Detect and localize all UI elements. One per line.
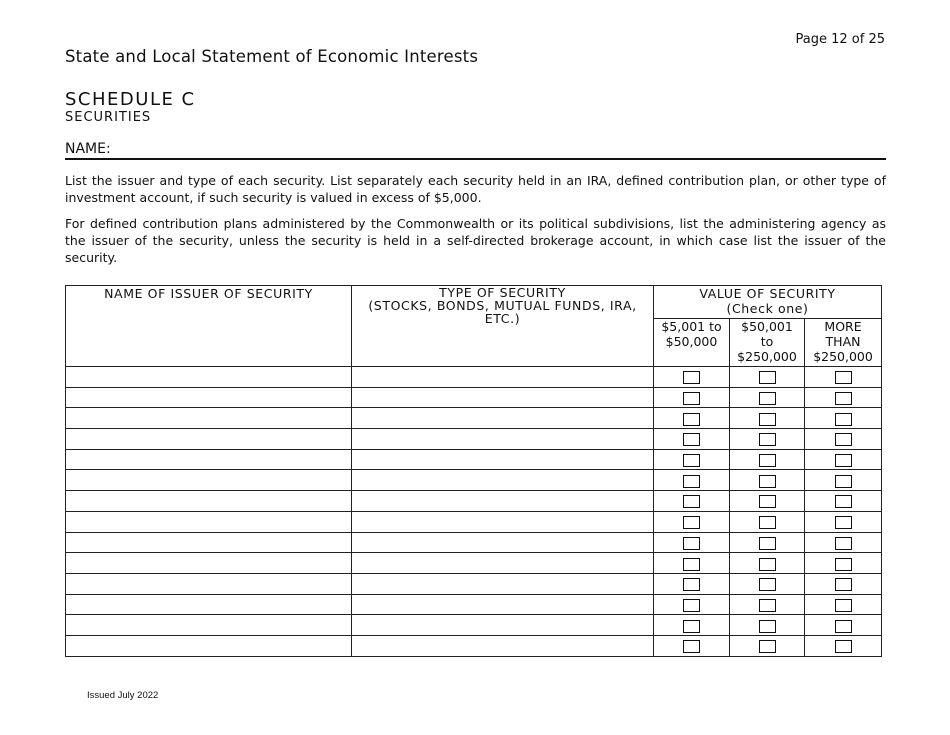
type-cell[interactable] [352, 387, 654, 408]
value-cell-50001-250000 [730, 449, 805, 470]
issuer-cell[interactable] [66, 635, 352, 656]
table-row [66, 635, 882, 656]
issuer-cell[interactable] [66, 491, 352, 512]
issuer-cell[interactable] [66, 470, 352, 491]
value-header-line2: (Check one) [726, 301, 809, 316]
issued-date: Issued July 2022 [87, 690, 159, 701]
document-title: State and Local Statement of Economic Interests [65, 47, 479, 66]
value-cell-over-250000 [805, 573, 882, 594]
range-50001-250000-header: $50,001 to $250,000 [730, 319, 805, 367]
type-cell[interactable] [352, 553, 654, 574]
range-over-250000-header: MORE THAN $250,000 [805, 319, 882, 367]
checkbox-over-250000[interactable] [835, 558, 852, 571]
table-row [66, 408, 882, 429]
checkbox-over-250000[interactable] [835, 433, 852, 446]
value-cell-50001-250000 [730, 470, 805, 491]
schedule-subtitle: SECURITIES [65, 110, 152, 125]
checkbox-50001-250000[interactable] [759, 558, 776, 571]
table-row [66, 594, 882, 615]
value-cell-5001-50000 [654, 449, 730, 470]
value-cell-50001-250000 [730, 594, 805, 615]
value-column-header [654, 286, 882, 319]
value-cell-over-250000 [805, 449, 882, 470]
value-cell-over-250000 [805, 491, 882, 512]
table-row [66, 511, 882, 532]
checkbox-over-250000[interactable] [835, 413, 852, 426]
issuer-cell[interactable] [66, 553, 352, 574]
value-cell-50001-250000 [730, 573, 805, 594]
checkbox-50001-250000[interactable] [759, 578, 776, 591]
name-label: NAME: [65, 141, 111, 157]
securities-table [65, 285, 882, 657]
value-cell-5001-50000 [654, 408, 730, 429]
checkbox-over-250000[interactable] [835, 640, 852, 653]
type-cell[interactable] [352, 573, 654, 594]
issuer-cell[interactable] [66, 367, 352, 388]
value-cell-5001-50000 [654, 511, 730, 532]
checkbox-over-250000[interactable] [835, 392, 852, 405]
issuer-cell[interactable] [66, 594, 352, 615]
checkbox-over-250000[interactable] [835, 475, 852, 488]
range-5001-50000-header: $5,001 to $50,000 [654, 319, 730, 367]
value-cell-50001-250000 [730, 635, 805, 656]
instructions-paragraph-1: List the issuer and type of each security. List separately each security held in an IRA, defined contribution plan, or other type of investment account, if such security is valued in excess of $5,000. [65, 173, 886, 205]
value-cell-over-250000 [805, 635, 882, 656]
value-cell-5001-50000 [654, 615, 730, 636]
value-cell-5001-50000 [654, 635, 730, 656]
value-cell-over-250000 [805, 532, 882, 553]
checkbox-over-250000[interactable] [835, 578, 852, 591]
value-cell-50001-250000 [730, 532, 805, 553]
table-row [66, 573, 882, 594]
checkbox-50001-250000[interactable] [759, 516, 776, 529]
issuer-cell[interactable] [66, 573, 352, 594]
issuer-cell[interactable] [66, 429, 352, 450]
value-cell-5001-50000 [654, 429, 730, 450]
value-cell-over-250000 [805, 511, 882, 532]
checkbox-5001-50000[interactable] [683, 620, 700, 633]
value-cell-over-250000 [805, 387, 882, 408]
value-cell-over-250000 [805, 408, 882, 429]
checkbox-50001-250000[interactable] [759, 599, 776, 612]
type-cell[interactable] [352, 429, 654, 450]
checkbox-5001-50000[interactable] [683, 516, 700, 529]
value-cell-5001-50000 [654, 387, 730, 408]
issuer-cell[interactable] [66, 408, 352, 429]
type-column-header [352, 286, 654, 367]
value-cell-50001-250000 [730, 429, 805, 450]
checkbox-5001-50000[interactable] [683, 537, 700, 550]
checkbox-over-250000[interactable] [835, 599, 852, 612]
checkbox-over-250000[interactable] [835, 454, 852, 467]
checkbox-50001-250000[interactable] [759, 413, 776, 426]
checkbox-over-250000[interactable] [835, 371, 852, 384]
value-cell-50001-250000 [730, 615, 805, 636]
checkbox-over-250000[interactable] [835, 495, 852, 508]
value-cell-5001-50000 [654, 532, 730, 553]
table-row [66, 470, 882, 491]
value-cell-50001-250000 [730, 387, 805, 408]
table-row [66, 429, 882, 450]
table-row [66, 491, 882, 512]
value-cell-5001-50000 [654, 367, 730, 388]
checkbox-5001-50000[interactable] [683, 475, 700, 488]
checkbox-5001-50000[interactable] [683, 495, 700, 508]
value-cell-50001-250000 [730, 553, 805, 574]
type-cell[interactable] [352, 449, 654, 470]
checkbox-5001-50000[interactable] [683, 392, 700, 405]
value-cell-5001-50000 [654, 553, 730, 574]
type-cell[interactable] [352, 470, 654, 491]
type-cell[interactable] [352, 367, 654, 388]
type-cell[interactable] [352, 615, 654, 636]
page-number: Page 12 of 25 [795, 32, 885, 47]
checkbox-over-250000[interactable] [835, 537, 852, 550]
checkbox-50001-250000[interactable] [759, 620, 776, 633]
type-cell[interactable] [352, 511, 654, 532]
checkbox-5001-50000[interactable] [683, 599, 700, 612]
value-cell-50001-250000 [730, 367, 805, 388]
issuer-cell[interactable] [66, 615, 352, 636]
table-row [66, 449, 882, 470]
type-cell[interactable] [352, 635, 654, 656]
issuer-cell[interactable] [66, 532, 352, 553]
checkbox-over-250000[interactable] [835, 620, 852, 633]
checkbox-over-250000[interactable] [835, 516, 852, 529]
checkbox-50001-250000[interactable] [759, 371, 776, 384]
value-header-line1: VALUE OF SECURITY [699, 286, 836, 301]
checkbox-50001-250000[interactable] [759, 475, 776, 488]
table-row [66, 367, 882, 388]
checkbox-5001-50000[interactable] [683, 558, 700, 571]
value-cell-over-250000 [805, 470, 882, 491]
table-row [66, 532, 882, 553]
value-cell-over-250000 [805, 429, 882, 450]
table-row [66, 553, 882, 574]
checkbox-50001-250000[interactable] [759, 433, 776, 446]
checkbox-50001-250000[interactable] [759, 537, 776, 550]
issuer-cell[interactable] [66, 511, 352, 532]
value-cell-5001-50000 [654, 573, 730, 594]
type-cell[interactable] [352, 408, 654, 429]
value-cell-over-250000 [805, 594, 882, 615]
value-cell-5001-50000 [654, 594, 730, 615]
instructions-paragraph-2: For defined contribution plans administered by the Commonwealth or its political subdivisions, list the administering agency as the issuer of the security, unless the security is held in a self-directed brokerage account, in which case list the issuer of the security. [65, 216, 886, 265]
type-cell[interactable] [352, 532, 654, 553]
value-cell-50001-250000 [730, 511, 805, 532]
issuer-cell[interactable] [66, 449, 352, 470]
checkbox-5001-50000[interactable] [683, 578, 700, 591]
issuer-column-header: NAME OF ISSUER OF SECURITY [66, 286, 352, 367]
checkbox-50001-250000[interactable] [759, 392, 776, 405]
value-cell-over-250000 [805, 553, 882, 574]
checkbox-50001-250000[interactable] [759, 495, 776, 508]
checkbox-50001-250000[interactable] [759, 640, 776, 653]
value-cell-over-250000 [805, 615, 882, 636]
checkbox-5001-50000[interactable] [683, 413, 700, 426]
checkbox-50001-250000[interactable] [759, 454, 776, 467]
value-cell-over-250000 [805, 367, 882, 388]
type-cell[interactable] [352, 491, 654, 512]
issuer-cell[interactable] [66, 387, 352, 408]
checkbox-5001-50000[interactable] [683, 371, 700, 384]
type-header-line2: (STOCKS, BONDS, MUTUAL FUNDS, IRA, ETC.) [368, 298, 637, 326]
name-field[interactable] [65, 141, 886, 160]
value-cell-5001-50000 [654, 470, 730, 491]
value-cell-5001-50000 [654, 491, 730, 512]
checkbox-5001-50000[interactable] [683, 640, 700, 653]
table-row [66, 615, 882, 636]
schedule-title: SCHEDULE C [65, 89, 196, 110]
table-row [66, 387, 882, 408]
checkbox-5001-50000[interactable] [683, 433, 700, 446]
value-cell-50001-250000 [730, 408, 805, 429]
type-cell[interactable] [352, 594, 654, 615]
type-header-line1: TYPE OF SECURITY [439, 285, 566, 300]
checkbox-5001-50000[interactable] [683, 454, 700, 467]
value-cell-50001-250000 [730, 491, 805, 512]
